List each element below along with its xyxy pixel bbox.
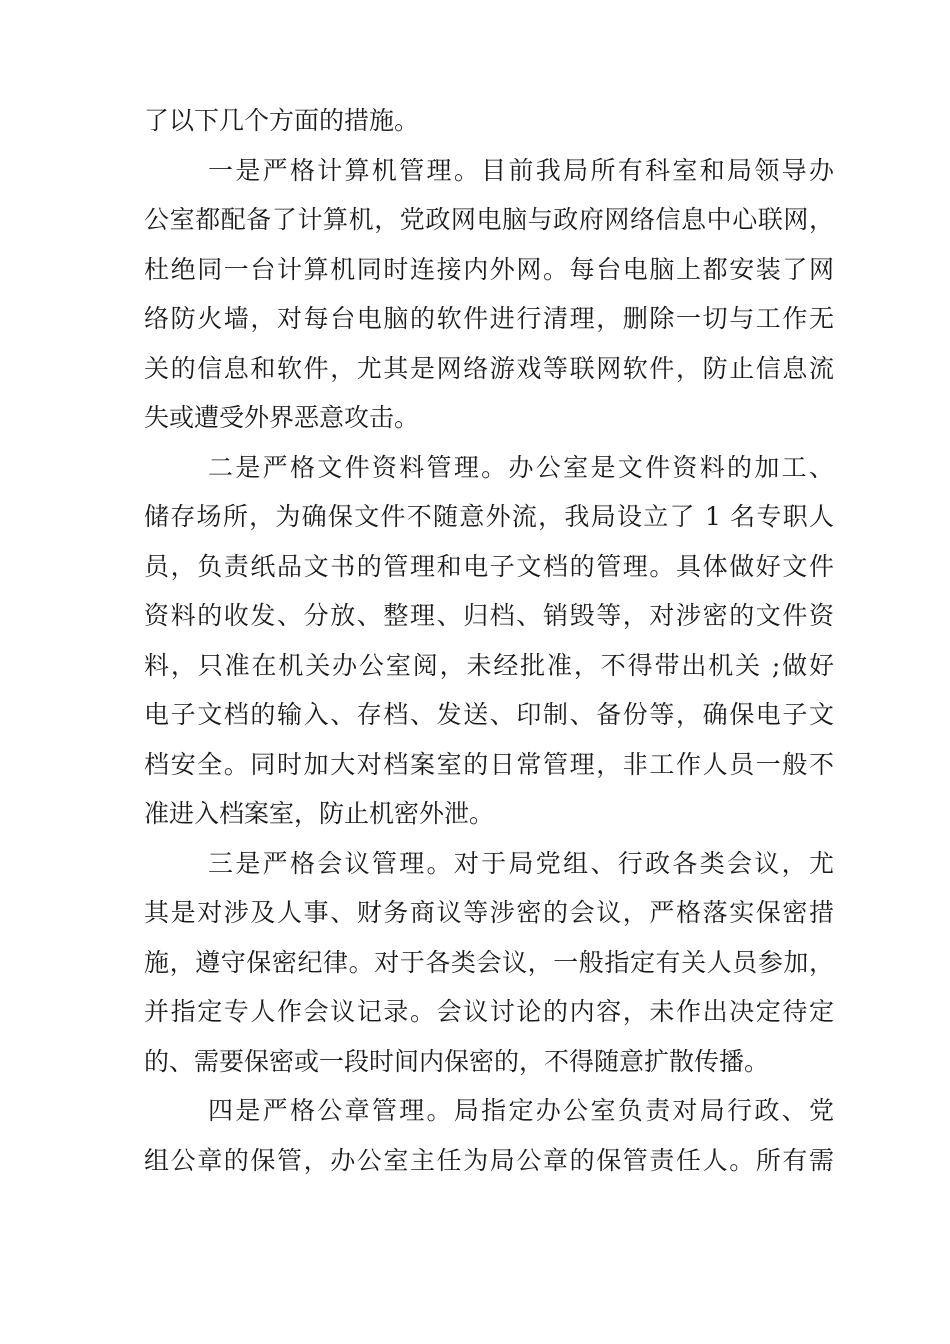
text-line: 失或遭受外界恶意攻击。 xyxy=(144,403,420,432)
paragraph-seal-management xyxy=(144,1086,834,1185)
text-line: 二是严格文件资料管理。办公室是文件资料的加工、 xyxy=(208,452,834,482)
text-line: 施，遵守保密纪律。对于各类会议，一般指定有关人员参加， xyxy=(144,947,834,977)
text-line: 电子文档的输入、存档、发送、印制、备份等，确保电子文 xyxy=(144,700,834,729)
text-line: 关的信息和软件，尤其是网络游戏等联网软件，防止信息流 xyxy=(144,353,834,383)
text-line: 一是严格计算机管理。目前我局所有科室和局领导办 xyxy=(208,155,834,185)
document-body xyxy=(144,96,834,1185)
paragraph-computer-management xyxy=(144,146,834,443)
text-line: 料，只准在机关办公室阅，未经批准，不得带出机关 ;做好 xyxy=(144,650,834,680)
text-line: 准进入档案室，防止机密外泄。 xyxy=(144,799,495,828)
text-line: 储存场所，为确保文件不随意外流，我局设立了 1 名专职人 xyxy=(144,502,834,531)
text-line: 并指定专人作会议记录。会议讨论的内容，未作出决定待定 xyxy=(144,997,834,1026)
text-line: 的、需要保密或一段时间内保密的，不得随意扩散传播。 xyxy=(144,1046,770,1076)
text-line: 杜绝同一台计算机同时连接内外网。每台电脑上都安装了网 xyxy=(144,254,834,284)
text-line: 员，负责纸品文书的管理和电子文档的管理。具体做好文件 xyxy=(144,551,834,581)
paragraph-intro-tail xyxy=(144,96,834,146)
text-line: 三是严格会议管理。对于局党组、行政各类会议，尤 xyxy=(208,848,834,878)
text-line: 资料的收发、分放、整理、归档、销毁等，对涉密的文件资 xyxy=(144,601,834,630)
text-line: 档安全。同时加大对档案室的日常管理，非工作人员一般不 xyxy=(144,749,834,779)
text-line: 络防火墙，对每台电脑的软件进行清理，删除一切与工作无 xyxy=(144,304,834,333)
paragraph-document-management xyxy=(144,443,834,839)
text-line: 其是对涉及人事、财务商议等涉密的会议，严格落实保密措 xyxy=(144,898,834,927)
text-line: 了以下几个方面的措施。 xyxy=(144,106,420,135)
paragraph-meeting-management xyxy=(144,839,834,1087)
text-line: 公室都配备了计算机，党政网电脑与政府网络信息中心联网， xyxy=(144,205,834,234)
text-line: 组公章的保管，办公室主任为局公章的保管责任人。所有需 xyxy=(144,1145,834,1175)
text-line: 四是严格公章管理。局指定办公室负责对局行政、党 xyxy=(208,1096,834,1125)
